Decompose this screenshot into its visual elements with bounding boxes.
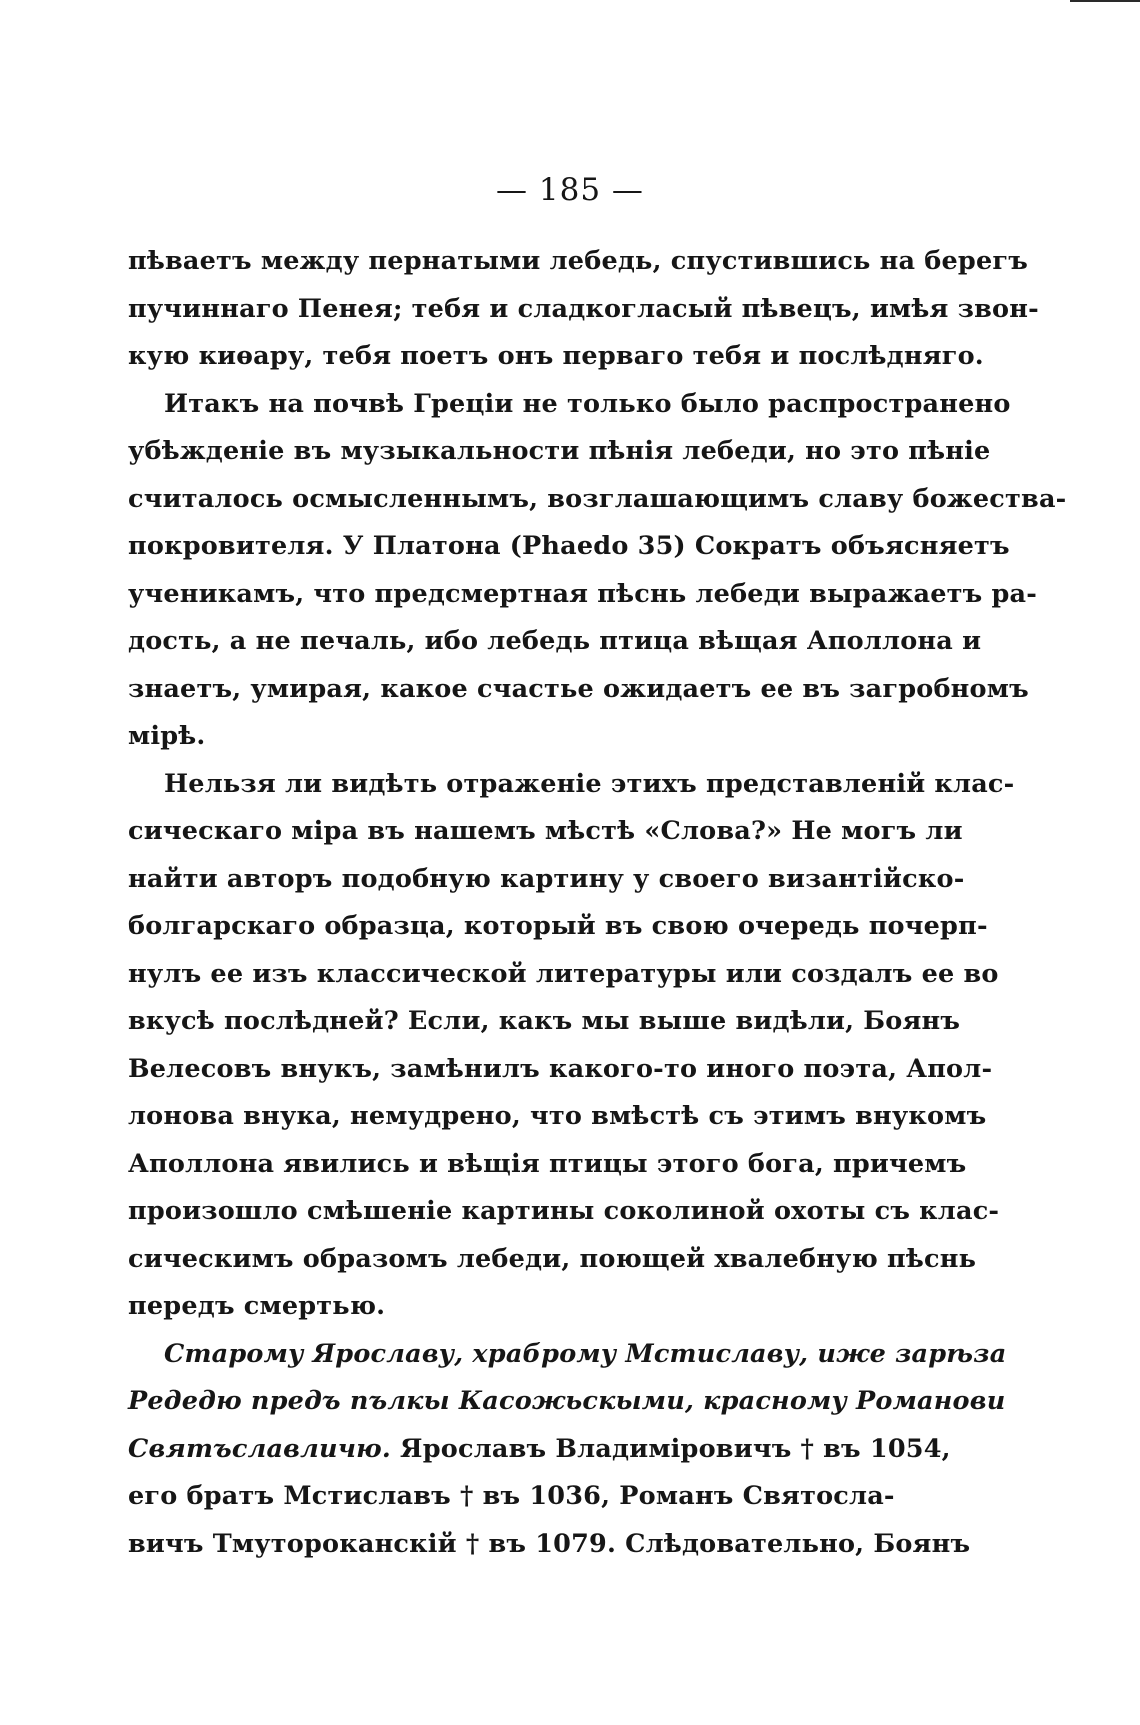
mixed-line <box>128 1426 951 1474</box>
text-line: лонова внука, немудрено, что вмѣстѣ съ этимъ внукомъ <box>128 1101 987 1131</box>
scan-edge-mark <box>1070 0 1140 10</box>
text-line: Аполлона явились и вѣщія птицы этого бога, причемъ <box>128 1148 967 1179</box>
text-line: нулъ ее изъ классической литературы или создалъ ее во <box>128 958 999 989</box>
text-line: Велесовъ внукъ, замѣнилъ какого-то иного поэта, Апол- <box>128 1053 993 1084</box>
text-line: считалось осмысленнымъ, возглашающимъ славу божества- <box>128 483 1067 514</box>
text-line: сическаго міра въ нашемъ мѣстѣ «Слова?» Не могъ ли <box>128 816 963 846</box>
text-line: пучиннаго Пенея; тебя и сладкогласый пѣвецъ, имѣя звон- <box>128 293 1039 324</box>
text-line: сическимъ образомъ лебеди, поющей хвалебную пѣснь <box>128 1243 977 1274</box>
text-line: убѣжденіе въ музыкальности пѣнія лебеди, но это пѣніе <box>128 436 991 466</box>
text-line: ученикамъ, что предсмертная пѣснь лебеди выражаетъ ра- <box>128 578 1037 609</box>
text-line: найти авторъ подобную картину у своего византійско- <box>128 863 965 894</box>
quotation-end: Святъславличю. <box>128 1433 391 1464</box>
text-line: знаетъ, умирая, какое счастье ожидаетъ ее въ загробномъ <box>128 673 1029 704</box>
text-line: покровителя. У Платона (Phaedo 35) Сократъ объясняетъ <box>128 531 1010 561</box>
text-line: передъ смертью. <box>128 1291 386 1321</box>
paragraph-first-line: Итакъ на почвѣ Греціи не только было распространено <box>164 388 1011 419</box>
text-line: произошло смѣшеніе картины соколиной охоты съ клас- <box>128 1196 1000 1226</box>
text-line: вичъ Тмутороканскій † въ 1079. Слѣдовательно, Боянъ <box>128 1528 971 1559</box>
text-line: его братъ Мстиславъ † въ 1036, Романъ Святосла- <box>128 1481 895 1511</box>
text-line: пѣваетъ между пернатыми лебедь, спустившись на берегъ <box>128 246 1028 276</box>
paragraph-first-line: Нельзя ли видѣть отраженіе этихъ представленій клас- <box>164 768 1015 799</box>
text-line: дость, а не печаль, ибо лебедь птица вѣщая Аполлона и <box>128 626 982 656</box>
text-line: мірѣ. <box>128 721 206 751</box>
quotation-line: Редедю предъ пълкы Касожьскыми, красному Романови <box>128 1386 1006 1416</box>
text-segment: Ярославъ Владиміровичъ † въ 1054, <box>390 1433 951 1464</box>
text-line: болгарскаго образца, который въ свою очередь почерп- <box>128 911 988 941</box>
quotation-line: Старому Ярославу, храброму Мстиславу, иже зарѣза <box>164 1338 1007 1369</box>
text-line: вкусѣ послѣдней? Если, какъ мы выше видѣли, Боянъ <box>128 1006 961 1036</box>
page-number: — 185 — <box>496 172 644 208</box>
body-text <box>128 238 1067 1568</box>
text-line: кую киѳару, тебя поетъ онъ перваго тебя и послѣдняго. <box>128 341 984 371</box>
